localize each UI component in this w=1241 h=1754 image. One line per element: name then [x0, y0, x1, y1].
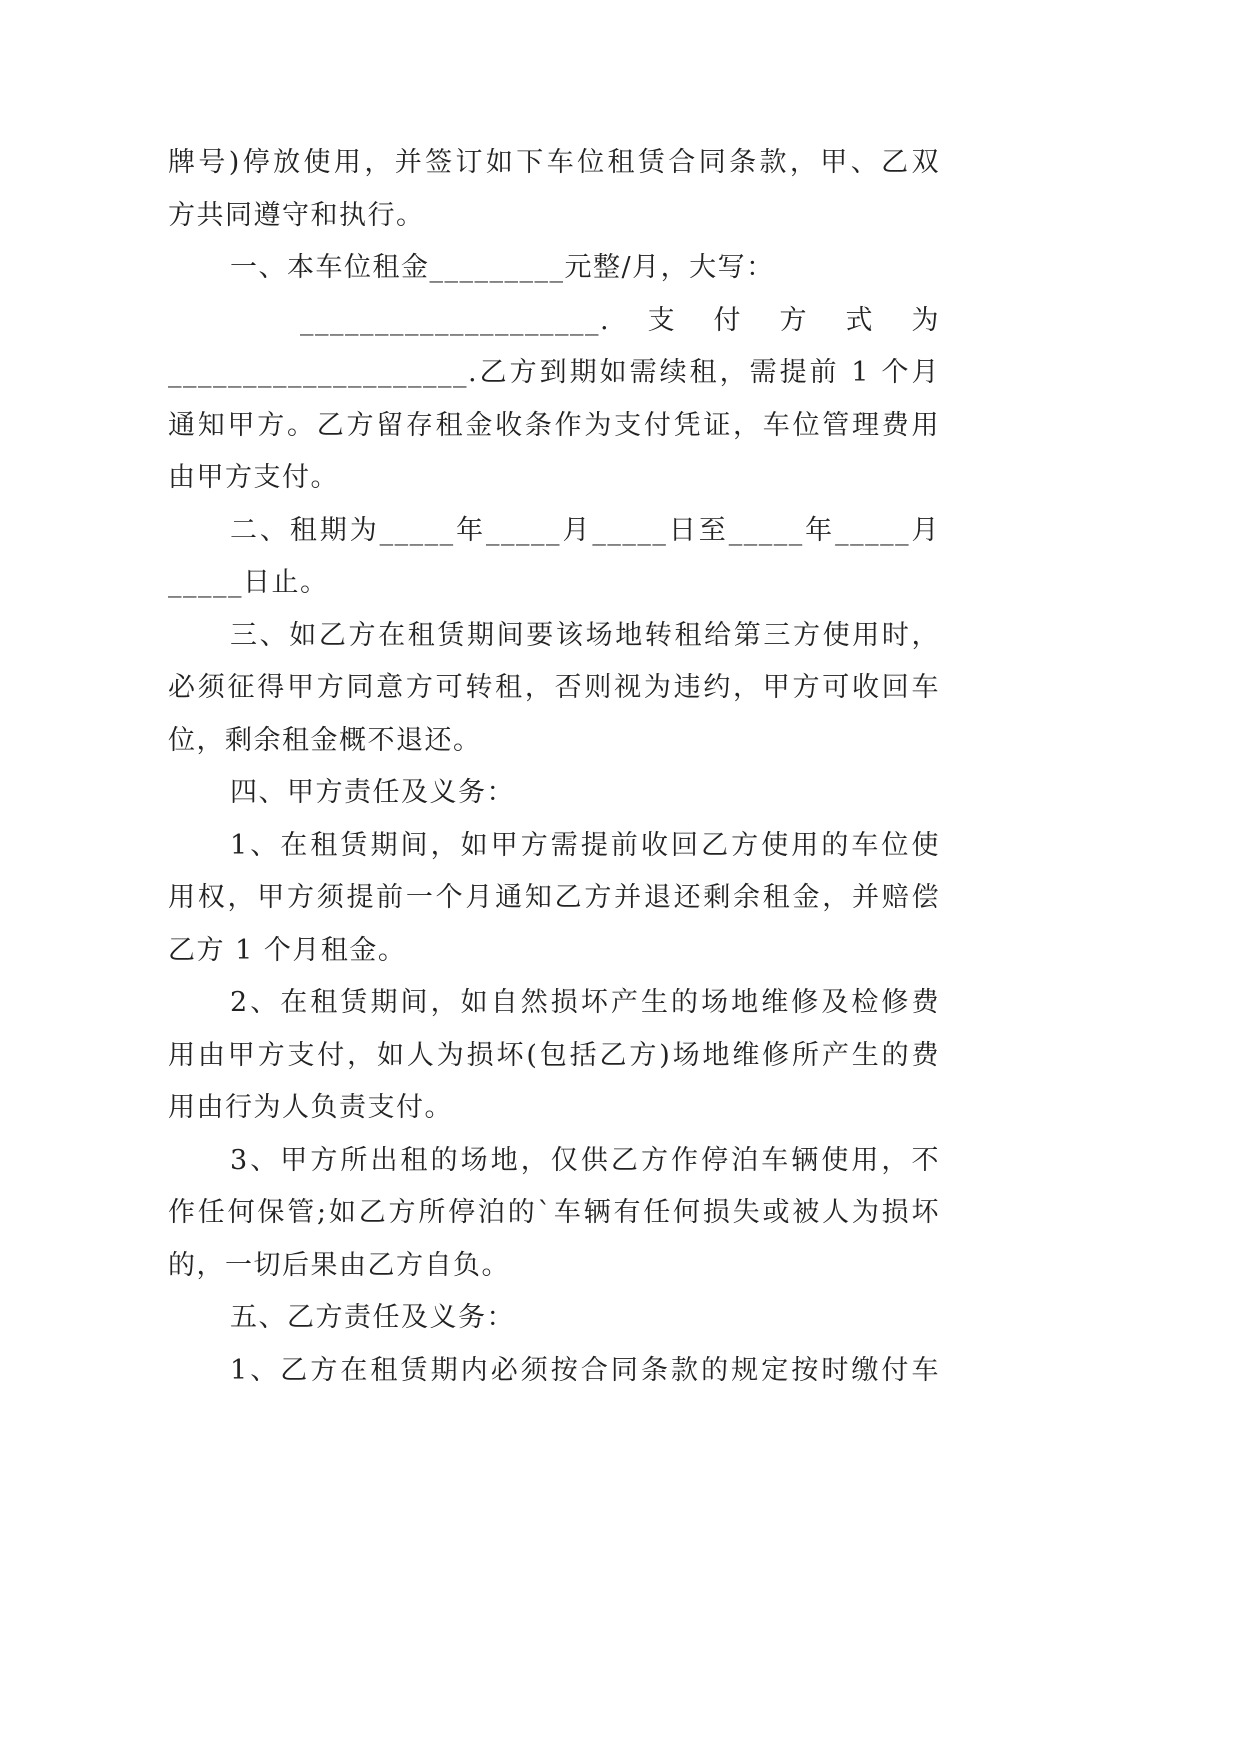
- text-line: 作任何保管;如乙方所停泊的`车辆有任何损失或被人为损坏: [168, 1197, 940, 1228]
- clause-3-sublease: [168, 610, 940, 768]
- text-line: 牌号)停放使用，并签订如下车位租赁合同条款，甲、乙双: [168, 147, 940, 178]
- text-line: 位，剩余租金概不退还。: [168, 724, 482, 756]
- text-line: 乙方 1 个月租金。: [168, 934, 407, 966]
- text-line: 通知甲方。乙方留存租金收条作为支付凭证，车位管理费用: [168, 409, 940, 441]
- text-line: 一、本车位租金_________元整/月，大写：: [230, 252, 775, 283]
- text-line: 3、甲方所出租的场地，仅供乙方作停泊车辆使用，不: [230, 1144, 940, 1176]
- clause-5-heading: [168, 1292, 940, 1345]
- text-line: 方共同遵守和执行。: [168, 199, 425, 231]
- text-line: 2、在租赁期间，如自然损坏产生的场地维修及检修费: [230, 987, 940, 1018]
- paragraph-continuation: [168, 137, 940, 242]
- clause-2-term: [168, 505, 940, 610]
- text-line: 二、租期为_____年_____月_____日至_____年_____月: [230, 514, 940, 546]
- text-line: _____日止。: [168, 567, 329, 598]
- section-heading: 四、甲方责任及义务：: [230, 777, 515, 808]
- text-line: 必须征得甲方同意方可转租，否则视为违约，甲方可收回车: [168, 672, 940, 703]
- clause-5-item-1: [168, 1345, 940, 1398]
- section-heading: 五、乙方责任及义务：: [230, 1302, 515, 1333]
- text-line: 三、如乙方在租赁期间要该场地转租给第三方使用时，: [230, 619, 940, 651]
- text-line: 用由甲方支付，如人为损坏(包括乙方)场地维修所产生的费: [168, 1039, 940, 1071]
- clause-4-item-1: [168, 820, 940, 978]
- text-line: 用权，甲方须提前一个月通知乙方并退还剩余租金，并赔偿: [168, 882, 940, 913]
- text-line: 1、乙方在租赁期内必须按合同条款的规定按时缴付车: [230, 1354, 940, 1386]
- clause-4-heading: [168, 767, 940, 820]
- clause-1-rent: [168, 242, 940, 505]
- text-line: ____________________.乙方到期如需续租，需提前 1 个月: [168, 357, 940, 388]
- text-line: ____________________.支付方式为: [300, 304, 940, 336]
- clause-4-item-2: [168, 977, 940, 1135]
- document-body: [168, 137, 940, 1397]
- text-line: 用由行为人负责支付。: [168, 1092, 453, 1123]
- text-line: 由甲方支付。: [168, 462, 339, 493]
- text-line: 1、在租赁期间，如甲方需提前收回乙方使用的车位使: [230, 829, 940, 861]
- text-line: 的，一切后果由乙方自负。: [168, 1249, 510, 1281]
- clause-4-item-3: [168, 1135, 940, 1293]
